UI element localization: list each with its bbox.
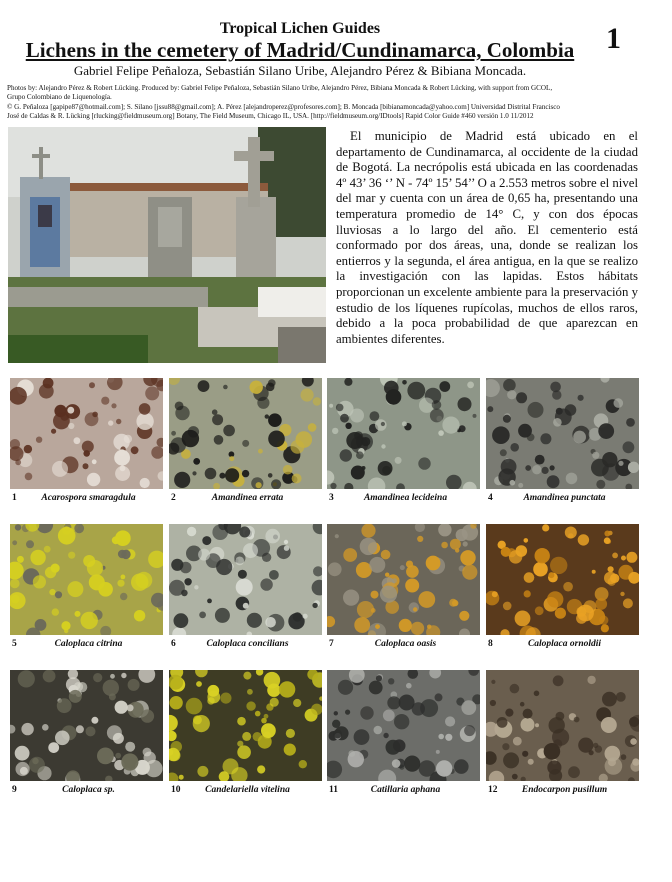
species-photo bbox=[10, 524, 163, 635]
credits-line: Grupo Colombiano de Liquenología. bbox=[7, 93, 112, 102]
species-caption bbox=[488, 785, 641, 799]
species-photo bbox=[327, 378, 480, 489]
species-number: 11 bbox=[329, 785, 338, 795]
species-number: 5 bbox=[12, 639, 17, 649]
credits-line: Photos by: Alejandro Pérez & Robert Lücking. Produced by: Gabriel Felipe Peñaloza, Sebastián Silano Uribe, Alejandro Pérez, Bibiana Moncada & Robert Lücking, with support from GCOL, bbox=[7, 84, 553, 92]
species-caption bbox=[329, 639, 482, 653]
species-caption bbox=[171, 785, 324, 799]
species-number: 3 bbox=[329, 493, 334, 503]
page-number: 1 bbox=[606, 22, 621, 55]
species-name: Caloplaca citrina bbox=[54, 639, 123, 649]
species-number: 2 bbox=[171, 493, 176, 503]
species-photo bbox=[169, 670, 322, 781]
species-caption bbox=[488, 493, 641, 507]
species-caption bbox=[329, 785, 482, 799]
species-photo bbox=[486, 524, 639, 635]
species-photo bbox=[10, 670, 163, 781]
page-title: Lichens in the cemetery of Madrid/Cundinamarca, Colombia bbox=[25, 38, 575, 62]
species-number: 1 bbox=[12, 493, 17, 503]
species-name: Caloplaca ornoldii bbox=[527, 639, 602, 649]
species-caption bbox=[12, 493, 165, 507]
species-number: 9 bbox=[12, 785, 17, 795]
species-name: Caloplaca oasis bbox=[374, 639, 437, 649]
species-caption bbox=[12, 639, 165, 653]
credits-line: © G. Peñaloza [gapipe87@hotmail.com]; S. Silano [jssu88@gmail.com]; A. Pérez [alejandroperez@profesores.com]; B. Moncada [bibianamoncada@yahoo.com] Universidad Distrital Francisco bbox=[7, 102, 560, 111]
species-number: 8 bbox=[488, 639, 493, 649]
species-number: 6 bbox=[171, 639, 176, 649]
species-photo bbox=[327, 524, 480, 635]
species-photo bbox=[486, 670, 639, 781]
species-name: Amandinea errata bbox=[211, 493, 284, 503]
species-caption bbox=[171, 493, 324, 507]
species-caption bbox=[171, 639, 324, 653]
species-photo bbox=[327, 670, 480, 781]
species-photo bbox=[169, 378, 322, 489]
credits-line: José de Caldas & R. Lücking [rlucking@fieldmuseum.org] Botany, The Field Museum, Chicago IL, USA. [http://fieldmuseum.org/IDtools] Rapid Color Guide #460 versión 1.0 11/2012 bbox=[7, 111, 534, 120]
cemetery-photo bbox=[8, 127, 326, 363]
species-name: Caloplaca concilians bbox=[206, 639, 289, 649]
species-caption bbox=[329, 493, 482, 507]
species-name: Amandinea lecideina bbox=[363, 493, 448, 503]
species-caption bbox=[12, 785, 165, 799]
authors-line: Gabriel Felipe Peñaloza, Sebastián Silano Uribe, Alejandro Pérez & Bibiana Moncada. bbox=[73, 63, 527, 78]
species-name: Amandinea punctata bbox=[523, 493, 606, 503]
species-number: 10 bbox=[171, 785, 181, 795]
series-title: Tropical Lichen Guides bbox=[219, 20, 381, 37]
credits-block bbox=[7, 84, 667, 121]
species-photo bbox=[486, 378, 639, 489]
species-caption bbox=[488, 639, 641, 653]
species-name: Catillaria aphana bbox=[370, 785, 441, 795]
species-number: 12 bbox=[488, 785, 498, 795]
species-name: Caloplaca sp. bbox=[62, 785, 115, 795]
species-photo bbox=[10, 378, 163, 489]
species-number: 4 bbox=[488, 493, 493, 503]
intro-paragraph: El municipio de Madrid está ubicado en el departamento de Cundinamarca, al occidente de la ciudad de Bogotá. La necrópolis está ubicada en las coordenadas 4º 43’ 36 ‘’ N - 74º 15’ 54’’ O a 2.553 metros sobre el nivel del mar y cuenta con un área de 0,65 ha, presentando una temperatura promedio de 14° C, y con dos épocas lluviosas a lo largo del año. El cementerio está conformado por dos áreas, una, donde se realizan los entierros y la segunda, el área antigua, en la que se realizo la investigación con las lapidas. Estos hábitats proporcionan un excelente ambiente para la preservación y estudio de los líquenes rupícolas, muchos de ellos raros, debido a la poca probabilidad de que aparezcan en ambientes diferentes. bbox=[336, 129, 638, 346]
species-name: Endocarpon pusillum bbox=[521, 785, 608, 795]
species-name: Candelariella vitelina bbox=[205, 785, 290, 795]
species-number: 7 bbox=[329, 639, 334, 649]
species-name: Acarospora smaragdula bbox=[41, 493, 136, 503]
species-photo bbox=[169, 524, 322, 635]
